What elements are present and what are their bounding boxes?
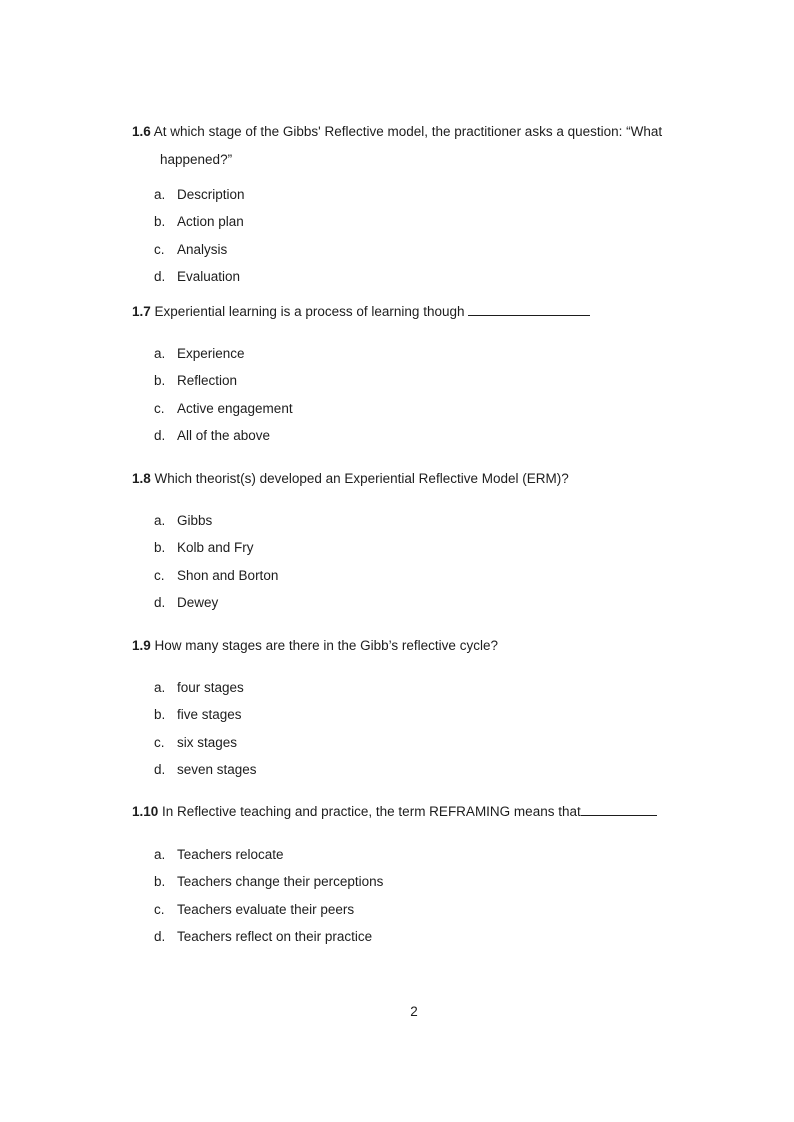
option-letter: b. — [154, 874, 166, 890]
option-letter: c. — [154, 901, 165, 917]
option-letter: b. — [154, 707, 166, 723]
option-c — [154, 562, 278, 589]
question-number: 1.8 — [132, 471, 151, 486]
option-c — [154, 729, 257, 756]
question-text — [132, 298, 732, 326]
question-text-line1: At which stage of the Gibbs' Reflective model, the practitioner asks a question: “What — [153, 124, 663, 139]
option-text: All of the above — [177, 428, 271, 444]
question-stem: In Reflective teaching and practice, the term REFRAMING means that — [162, 804, 581, 819]
question-number: 1.10 — [132, 804, 159, 819]
option-letter: a. — [154, 680, 166, 695]
option-a — [154, 340, 293, 367]
option-text: Teachers change their perceptions — [177, 874, 384, 890]
options-1-9 — [154, 674, 257, 784]
option-d — [154, 263, 245, 290]
question-text-line2: happened?” — [160, 152, 233, 167]
option-letter: a. — [154, 847, 166, 862]
question-number: 1.7 — [132, 304, 151, 319]
option-a — [154, 841, 383, 868]
option-letter: c. — [154, 241, 165, 257]
option-text: Teachers reflect on their practice — [177, 929, 373, 945]
option-text: Shon and Borton — [177, 567, 279, 583]
answer-blank — [581, 801, 657, 816]
option-b — [154, 868, 383, 895]
answer-blank — [468, 301, 590, 316]
option-letter: b. — [154, 373, 166, 389]
option-b — [154, 367, 293, 394]
option-letter: d. — [154, 428, 166, 444]
question-1-6 — [132, 118, 732, 174]
option-d — [154, 422, 293, 449]
option-b — [154, 701, 257, 728]
option-letter: a. — [154, 187, 166, 202]
option-letter: d. — [154, 929, 166, 945]
question-1-8 — [132, 465, 732, 493]
option-letter: a. — [154, 346, 166, 361]
option-letter: d. — [154, 595, 166, 611]
option-d — [154, 756, 257, 783]
option-letter: a. — [154, 513, 166, 528]
option-a — [154, 507, 278, 534]
page-number: 2 — [410, 1004, 418, 1019]
question-stem: Which theorist(s) developed an Experiential Reflective Model (ERM)? — [154, 471, 569, 486]
option-text: seven stages — [177, 762, 257, 778]
option-letter: b. — [154, 540, 166, 556]
option-d — [154, 589, 278, 616]
question-stem: Experiential learning is a process of learning though — [154, 304, 465, 319]
question-text — [132, 118, 732, 146]
option-d — [154, 923, 383, 950]
options-1-10 — [154, 841, 383, 951]
option-letter: b. — [154, 214, 166, 230]
option-letter: d. — [154, 762, 166, 778]
option-text: Teachers relocate — [177, 847, 284, 862]
option-c — [154, 236, 245, 263]
option-text: Reflection — [177, 373, 238, 389]
option-text: Description — [177, 187, 245, 202]
question-1-10 — [132, 798, 732, 826]
option-a — [154, 181, 245, 208]
option-text: Action plan — [177, 214, 244, 230]
question-1-7 — [132, 298, 732, 326]
option-letter: c. — [154, 400, 165, 416]
options-1-8 — [154, 507, 278, 617]
options-1-6 — [154, 181, 245, 291]
option-text: Active engagement — [177, 400, 293, 416]
option-a — [154, 674, 257, 701]
option-text: Dewey — [177, 595, 219, 611]
option-c — [154, 395, 293, 422]
option-text: six stages — [177, 734, 238, 750]
option-text: four stages — [177, 680, 244, 695]
option-c — [154, 896, 383, 923]
question-stem: How many stages are there in the Gibb’s reflective cycle? — [154, 638, 498, 653]
option-text: Analysis — [177, 241, 228, 257]
question-1-9 — [132, 632, 732, 660]
option-text: Experience — [177, 346, 245, 361]
option-b — [154, 208, 245, 235]
question-text — [132, 465, 732, 493]
option-letter: c. — [154, 734, 165, 750]
question-text — [132, 632, 732, 660]
option-b — [154, 534, 278, 561]
question-text — [132, 798, 732, 826]
option-text: five stages — [177, 707, 242, 723]
question-number: 1.9 — [132, 638, 151, 653]
question-number: 1.6 — [132, 124, 151, 139]
option-letter: c. — [154, 567, 165, 583]
option-text: Gibbs — [177, 513, 213, 528]
option-text: Teachers evaluate their peers — [177, 901, 355, 917]
option-text: Kolb and Fry — [177, 540, 254, 556]
option-letter: d. — [154, 269, 166, 285]
option-text: Evaluation — [177, 269, 241, 285]
options-1-7 — [154, 340, 293, 450]
